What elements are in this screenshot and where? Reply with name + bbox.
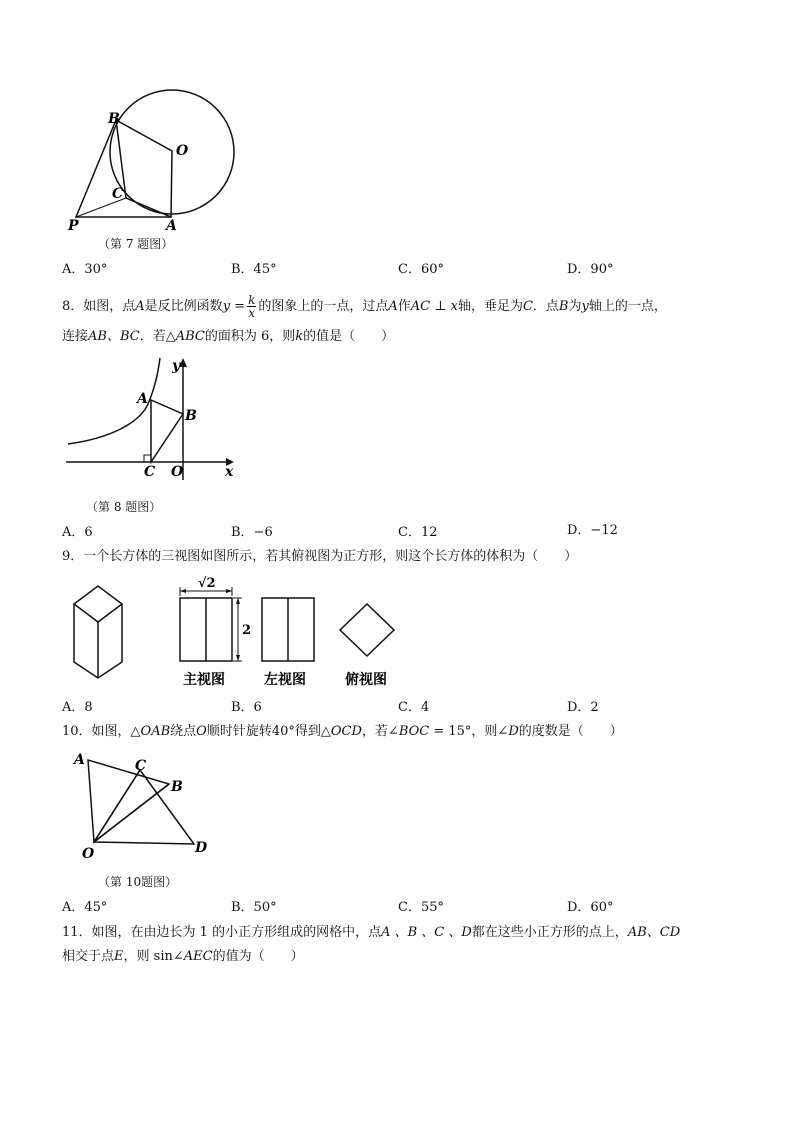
q10-option-b: B．50° bbox=[231, 900, 277, 915]
q7-figure bbox=[60, 80, 250, 235]
q9-label-front-view: 主视图 bbox=[183, 672, 225, 688]
q9-option-a: A．8 bbox=[62, 700, 93, 715]
q7-label-O: O bbox=[176, 143, 189, 159]
q7-option-c: C．60° bbox=[398, 262, 444, 277]
q8-text: 轴，垂足为 bbox=[457, 299, 523, 314]
q10-option-a: A．45° bbox=[62, 900, 108, 915]
q8-text: ．点 bbox=[532, 299, 559, 314]
q8-right-angle-mark bbox=[144, 455, 151, 462]
q8-text: 的图象上的一点，过点 bbox=[258, 299, 389, 314]
q10-triangle-oab bbox=[88, 760, 169, 842]
q8-var: ABC bbox=[175, 329, 205, 344]
q8-y-arrow bbox=[179, 358, 187, 367]
q10-var: D bbox=[508, 724, 519, 739]
q8-label-A: A bbox=[137, 391, 148, 407]
q8-label-C: C bbox=[144, 464, 156, 480]
q8-frac-den: x bbox=[248, 306, 256, 320]
q10-caption: （第 10题图） bbox=[98, 875, 178, 889]
q7-tangent-lines bbox=[76, 120, 171, 217]
q10-text: ，若∠ bbox=[361, 724, 399, 739]
q11-text: 相交于点 bbox=[62, 949, 115, 964]
q8-fraction bbox=[247, 294, 256, 319]
q10-label-A: A bbox=[74, 752, 85, 768]
q10-question bbox=[62, 723, 623, 741]
q9-dim-top-label: √2 bbox=[198, 576, 216, 591]
q10-text: 10．如图，△ bbox=[62, 724, 141, 739]
q9-top-view bbox=[340, 604, 394, 656]
q11-question-line1 bbox=[62, 924, 680, 942]
q8-label-x: x bbox=[225, 464, 234, 480]
q8-figure bbox=[62, 352, 242, 482]
q8-label-y: y bbox=[172, 358, 181, 374]
q10-segment-oc bbox=[94, 770, 140, 842]
q8-option-a: A．6 bbox=[62, 525, 93, 540]
q10-option-d: D．60° bbox=[567, 900, 614, 915]
q10-text: 的度数是（ ） bbox=[518, 724, 623, 739]
q10-var: BOC bbox=[398, 724, 430, 739]
q8-caption: （第 8 题图） bbox=[86, 500, 162, 514]
q9-dim-arrow bbox=[180, 589, 186, 593]
q9-dim-arrow bbox=[236, 598, 240, 604]
q8-var: AC ⊥ x bbox=[410, 299, 458, 314]
q8-var: A bbox=[388, 299, 398, 314]
q8-var: C bbox=[522, 299, 533, 314]
q8-label-O: O bbox=[171, 464, 184, 480]
q8-frac-num: k bbox=[248, 293, 256, 307]
q7-label-C: C bbox=[112, 186, 124, 202]
q11-var: AB、CD bbox=[627, 925, 681, 940]
q7-option-b: B．45° bbox=[231, 262, 277, 277]
q8-text: 连接 bbox=[62, 329, 89, 344]
q11-var: AEC bbox=[183, 949, 213, 964]
q11-var: A 、B 、C 、D bbox=[381, 925, 472, 940]
q9-dim-side-label: 2 bbox=[242, 623, 252, 638]
q7-label-P: P bbox=[68, 218, 79, 234]
q8-var: B bbox=[558, 299, 569, 314]
q8-var: A bbox=[135, 299, 145, 314]
q10-label-C: C bbox=[135, 758, 147, 774]
q11-question-line2 bbox=[62, 948, 304, 966]
q7-option-d: D．90° bbox=[567, 262, 614, 277]
q8-text: 作 bbox=[397, 299, 411, 314]
q10-figure bbox=[62, 748, 222, 868]
q7-caption: （第 7 题图） bbox=[98, 237, 174, 251]
q9-front-view bbox=[180, 598, 232, 661]
q7-option-a: A．30° bbox=[62, 262, 108, 277]
q10-label-B: B bbox=[171, 779, 183, 795]
q9-question: 9．一个长方体的三视图如图所示，若其俯视图为正方形，则这个长方体的体积为（ ） bbox=[62, 549, 578, 564]
q7-label-A: A bbox=[166, 218, 177, 234]
q9-figure bbox=[62, 574, 402, 694]
q10-label-D: D bbox=[195, 840, 208, 856]
q8-var: k bbox=[295, 329, 304, 344]
q8-text: ．若△ bbox=[139, 329, 176, 344]
q10-segment-ob bbox=[94, 784, 169, 842]
q10-text: 顺时针旋转40°得到△ bbox=[206, 724, 331, 739]
q8-text: 是反比例函数 bbox=[144, 299, 223, 314]
q9-label-top-view: 俯视图 bbox=[345, 672, 387, 688]
q10-text: 绕点 bbox=[170, 724, 197, 739]
q8-text: 8．如图，点 bbox=[62, 299, 136, 314]
q8-label-B: B bbox=[185, 408, 197, 424]
q8-question-line2 bbox=[62, 328, 394, 346]
q10-var: O bbox=[196, 724, 207, 739]
q8-option-d: D．−12 bbox=[567, 523, 618, 538]
q10-label-O: O bbox=[82, 846, 95, 862]
q9-dim-arrow bbox=[226, 589, 232, 593]
q10-var: OCD bbox=[330, 724, 362, 739]
q11-text: 都在这些小正方形的点上， bbox=[471, 925, 628, 940]
q8-triangle-abc bbox=[151, 400, 183, 462]
q10-text: = 15°，则∠ bbox=[429, 724, 509, 739]
q8-text: 轴上的一点， bbox=[588, 299, 667, 314]
q9-option-d: D．2 bbox=[567, 700, 599, 715]
q8-text: 的值是（ ） bbox=[303, 329, 395, 344]
q8-option-c: C．12 bbox=[398, 525, 438, 540]
q7-label-B: B bbox=[108, 111, 120, 127]
q9-dim-arrow bbox=[236, 655, 240, 661]
q8-text: 的面积为 6，则 bbox=[204, 329, 296, 344]
q11-text: ，则 sin∠ bbox=[123, 949, 184, 964]
q11-var: E bbox=[114, 949, 124, 964]
q11-text: 11．如图，在由边长为 1 的小正方形组成的网格中，点 bbox=[62, 925, 382, 940]
q11-text: 的值为（ ） bbox=[212, 949, 304, 964]
q8-var: y = bbox=[222, 299, 246, 314]
q10-var: OAB bbox=[140, 724, 171, 739]
q9-left-view bbox=[262, 598, 314, 661]
q9-option-c: C．4 bbox=[398, 700, 430, 715]
q9-option-b: B．6 bbox=[231, 700, 262, 715]
q10-option-c: C．55° bbox=[398, 900, 444, 915]
q8-var: y bbox=[581, 299, 589, 314]
q9-cuboid bbox=[74, 586, 122, 678]
q8-text: 为 bbox=[568, 299, 582, 314]
q8-option-b: B．−6 bbox=[231, 525, 273, 540]
q8-var: AB、BC bbox=[88, 329, 140, 344]
q7-quadrilateral-boac bbox=[116, 120, 172, 217]
q8-question-line1 bbox=[62, 294, 667, 319]
q9-label-left-view: 左视图 bbox=[264, 672, 306, 688]
